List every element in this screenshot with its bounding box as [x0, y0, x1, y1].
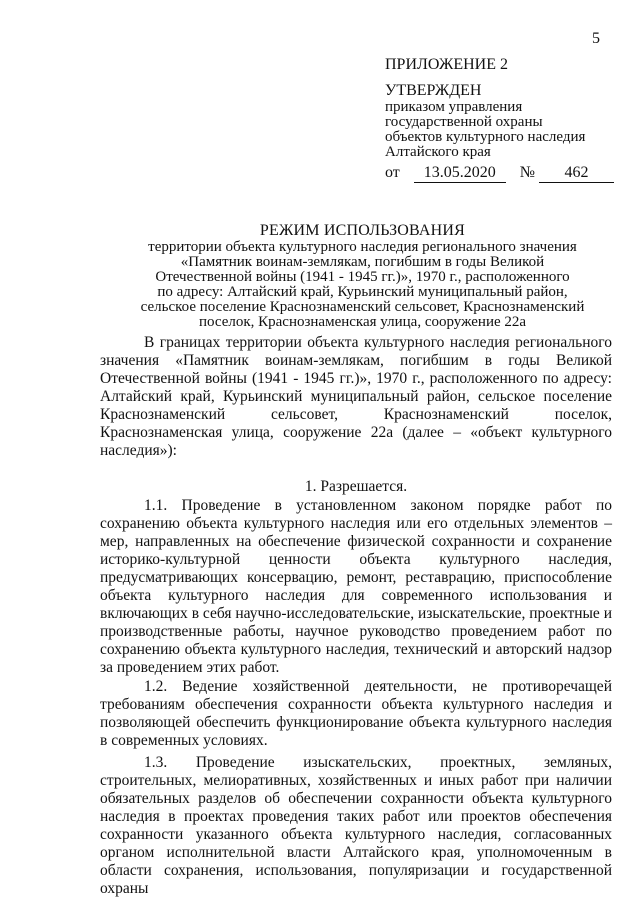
heading-line: по адресу: Алтайский край, Курьинский муниципальный район, [157, 284, 568, 300]
appendix-label: ПРИЛОЖЕНИЕ 2 [385, 56, 509, 73]
document-body [100, 334, 612, 898]
intro-paragraph: В границах территории объекта культурного наследия регионального значения «Памятник воинам-землякам, погибшим в годы Великой Отечественной войны (1941 - 1945 гг.)», 1970 г., расположенного по адресу: Алтайский край, Курьинский муниципальный район, сельское поселение Краснознаменский сельсовет, Краснознаменский поселок, Краснознаменская улица, сооружение 22а (далее – «объект культурного наследия»): [100, 334, 612, 459]
clause-1-1: 1.1. Проведение в установленном законом порядке работ по сохранению объекта культурного наследия или его отдельных элементов – мер, направленных на обеспечение физической сохранности и сохранение историко-культурной ценности объекта культурного наследия, предусматривающих консервацию, ремонт, реставрацию, приспособление объекта культурного наследия для современного использования и включающих в себя научно-исследовательские, изыскательские, проектные и производственные работы, научное руководство проведением работ по сохранению объекта культурного наследия, технический и авторский надзор за проведением этих работ. [100, 497, 612, 676]
heading-line: поселок, Краснознаменская улица, сооружение 22а [198, 314, 527, 330]
date-prefix: от [385, 164, 400, 181]
heading-line: Отечественной войны (1941 - 1945 гг.)», 1970 г., расположенного [155, 269, 570, 285]
clause-1-2: 1.2. Ведение хозяйственной деятельности, не противоречащей требованиям обеспечения сохранности объекта культурного наследия и позволяющей обеспечить функционирование объекта культурного наследия в современных условиях. [100, 678, 612, 749]
heading-line: территории объекта культурного наследия регионального значения [148, 239, 577, 255]
heading-line: «Памятник воинам-землякам, погибшим в годы Великой [180, 254, 545, 270]
approved-label: УТВЕРЖДЕН [385, 82, 482, 99]
document-heading [140, 222, 585, 330]
heading-title: РЕЖИМ ИСПОЛЬЗОВАНИЯ [259, 222, 466, 239]
order-line: Алтайского края [385, 144, 491, 160]
page-number: 5 [592, 30, 600, 47]
order-line: государственной охраны [385, 114, 543, 130]
number-sign: № [519, 164, 536, 181]
heading-line: сельское поселение Краснознаменский сельсовет, Краснознаменский [140, 299, 585, 315]
order-date: 13.05.2020 [414, 164, 506, 183]
approval-block [385, 56, 620, 183]
order-number: 462 [539, 164, 614, 183]
clause-1-3: 1.3. Проведение изыскательских, проектных, земляных, строительных, мелиоративных, хозяйственных и иных работ при наличии обязательных разделов об обеспечении сохранности объекта культурного наследия в проектах проведения таких работ или проектов обеспечения сохранности указанного объекта культурного наследия, согласованных органом исполнительной власти Алтайского края, уполномоченным в области сохранения, использования, популяризации и государственной охраны [100, 754, 612, 897]
order-line: приказом управления [385, 99, 523, 115]
order-line: объектов культурного наследия [385, 129, 586, 145]
order-date-row [385, 164, 620, 183]
section-title: 1. Разрешается. [304, 478, 408, 495]
